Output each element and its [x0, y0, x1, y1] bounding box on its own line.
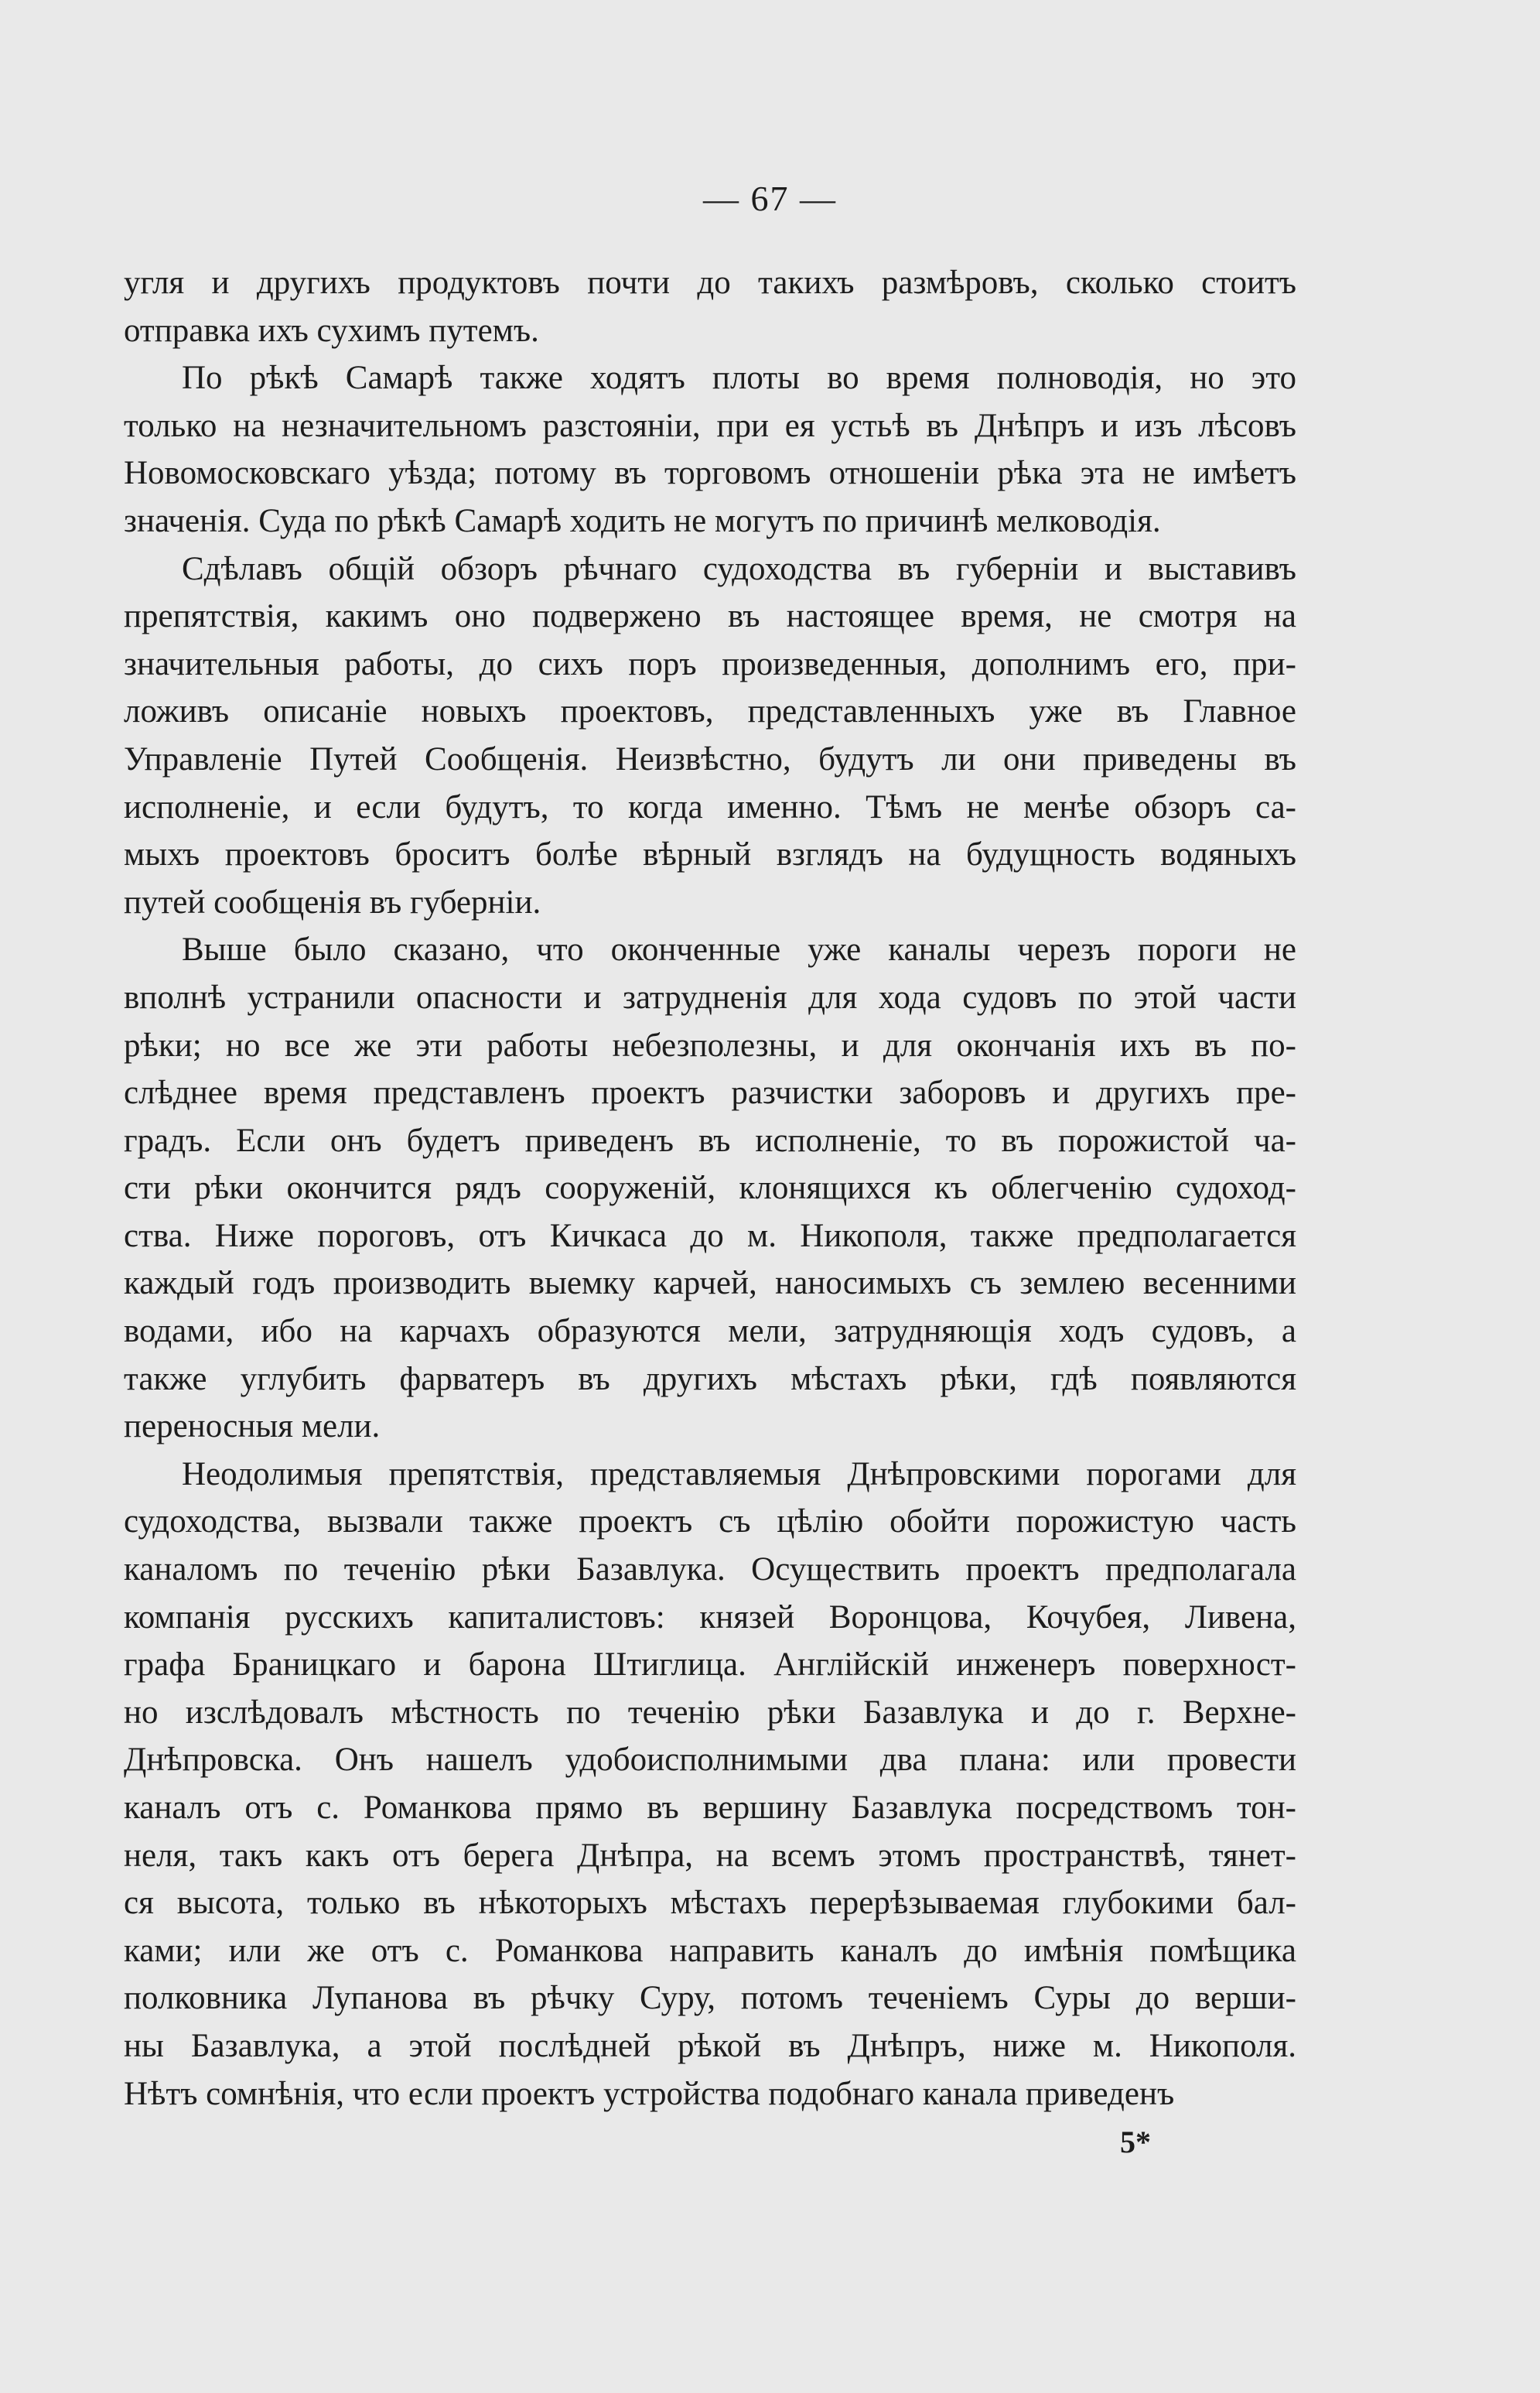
text-line: Управленіе Путей Сообщенія. Неизвѣстно, будутъ ли они приведены въ	[124, 740, 1296, 778]
text-line: рѣки; но все же эти работы небезполезны, и для окончанія ихъ въ по-	[124, 1027, 1296, 1064]
text-line: сти рѣки окончится рядъ сооруженій, клонящихся къ облегченію судоход-	[124, 1170, 1296, 1207]
text-line: путей сообщенія въ губерніи.	[124, 884, 541, 921]
text-line: только на незначительномъ разстояніи, при ея устьѣ въ Днѣпръ и изъ лѣсовъ	[124, 407, 1296, 444]
text-line: каналъ отъ с. Романкова прямо въ вершину Базавлука посредствомъ тон-	[124, 1790, 1296, 1826]
text-line: препятствія, какимъ оно подвержено въ настоящее время, не смотря на	[124, 598, 1296, 635]
text-line: ства. Ниже пороговъ, отъ Кичкаса до м. Никополя, также предполагается	[124, 1217, 1296, 1254]
text-line: Неодолимыя препятствія, представляемыя Днѣпровскими порогами для	[182, 1455, 1296, 1492]
paragraph	[124, 926, 1296, 1451]
text-line: водами, ибо на карчахъ образуются мели, затрудняющія ходъ судовъ, а	[124, 1313, 1296, 1350]
text-line: значенія. Суда по рѣкѣ Самарѣ ходить не могутъ по причинѣ мелководія.	[124, 502, 1161, 539]
paragraph	[124, 354, 1296, 545]
text-line: каналомъ по теченію рѣки Базавлука. Осуществить проектъ предполагала	[124, 1551, 1296, 1588]
paragraph	[124, 1451, 1296, 2118]
text-line: ложивъ описаніе новыхъ проектовъ, представленныхъ уже въ Главное	[124, 693, 1296, 730]
text-line: мыхъ проектовъ броситъ болѣе вѣрный взглядъ на будущность водяныхъ	[124, 836, 1296, 873]
text-line: судоходства, вызвали также проектъ съ цѣлію обойти порожистую часть	[124, 1503, 1296, 1540]
text-line: переносныя мели.	[124, 1408, 381, 1445]
text-line: вполнѣ устранили опасности и затрудненія для хода судовъ по этой части	[124, 979, 1296, 1016]
text-line: Днѣпровска. Онъ нашелъ удобоисполнимыми два плана: или провести	[124, 1742, 1296, 1779]
text-line: значительныя работы, до сихъ поръ произведенныя, дополнимъ его, при-	[124, 645, 1296, 682]
text-line: Сдѣлавъ общій обзоръ рѣчнаго судоходства въ губерніи и выставивъ	[182, 550, 1296, 587]
text-line: каждый годъ производить выемку карчей, наносимыхъ съ землею весенними	[124, 1265, 1296, 1302]
body-text	[124, 259, 1296, 2118]
text-line: Нѣтъ сомнѣнія, что если проектъ устройства подобнаго канала приведенъ	[124, 2075, 1175, 2112]
text-line: По рѣкѣ Самарѣ также ходятъ плоты во время полноводія, но это	[182, 360, 1296, 397]
text-line: слѣднее время представленъ проектъ разчистки заборовъ и другихъ пре-	[124, 1075, 1296, 1112]
text-line: ся высота, только въ нѣкоторыхъ мѣстахъ перерѣзываемая глубокими бал-	[124, 1885, 1296, 1922]
text-line: неля, такъ какъ отъ берега Днѣпра, на всемъ этомъ пространствѣ, тянет-	[124, 1837, 1296, 1874]
text-line: Новомосковскаго уѣзда; потому въ торговомъ отношеніи рѣка эта не имѣетъ	[124, 455, 1296, 492]
text-line: отправка ихъ сухимъ путемъ.	[124, 312, 539, 349]
paragraph	[124, 545, 1296, 927]
text-line: графа Браницкаго и барона Штиглица. Англійскій инженеръ поверхност-	[124, 1646, 1296, 1684]
text-line: ками; или же отъ с. Романкова направить каналъ до имѣнія помѣщика	[124, 1932, 1296, 1969]
signature-mark: 5*	[1120, 2125, 1151, 2159]
text-line: ны Базавлука, а этой послѣдней рѣкой въ Днѣпръ, ниже м. Никополя.	[124, 2027, 1296, 2064]
text-line: компанія русскихъ капиталистовъ: князей Воронцова, Кочубея, Ливена,	[124, 1598, 1296, 1636]
text-line: также углубить фарватеръ въ другихъ мѣстахъ рѣки, гдѣ появляются	[124, 1360, 1296, 1397]
text-line: угля и другихъ продуктовъ почти до такихъ размѣровъ, сколько стоитъ	[124, 265, 1296, 301]
paragraph	[124, 259, 1296, 354]
text-line: полковника Лупанова въ рѣчку Суру, потомъ теченіемъ Суры до верши-	[124, 1980, 1296, 2017]
text-line: но изслѣдовалъ мѣстность по теченію рѣки Базавлука и до г. Верхне-	[124, 1694, 1296, 1731]
text-line: градъ. Если онъ будетъ приведенъ въ исполненіе, то въ порожистой ча-	[124, 1122, 1296, 1159]
text-line: Выше было сказано, что оконченные уже каналы черезъ пороги не	[182, 932, 1296, 969]
page-number: — 67 —	[703, 179, 837, 218]
text-line: исполненіе, и если будутъ, то когда именно. Тѣмъ не менѣе обзоръ са-	[124, 788, 1296, 826]
